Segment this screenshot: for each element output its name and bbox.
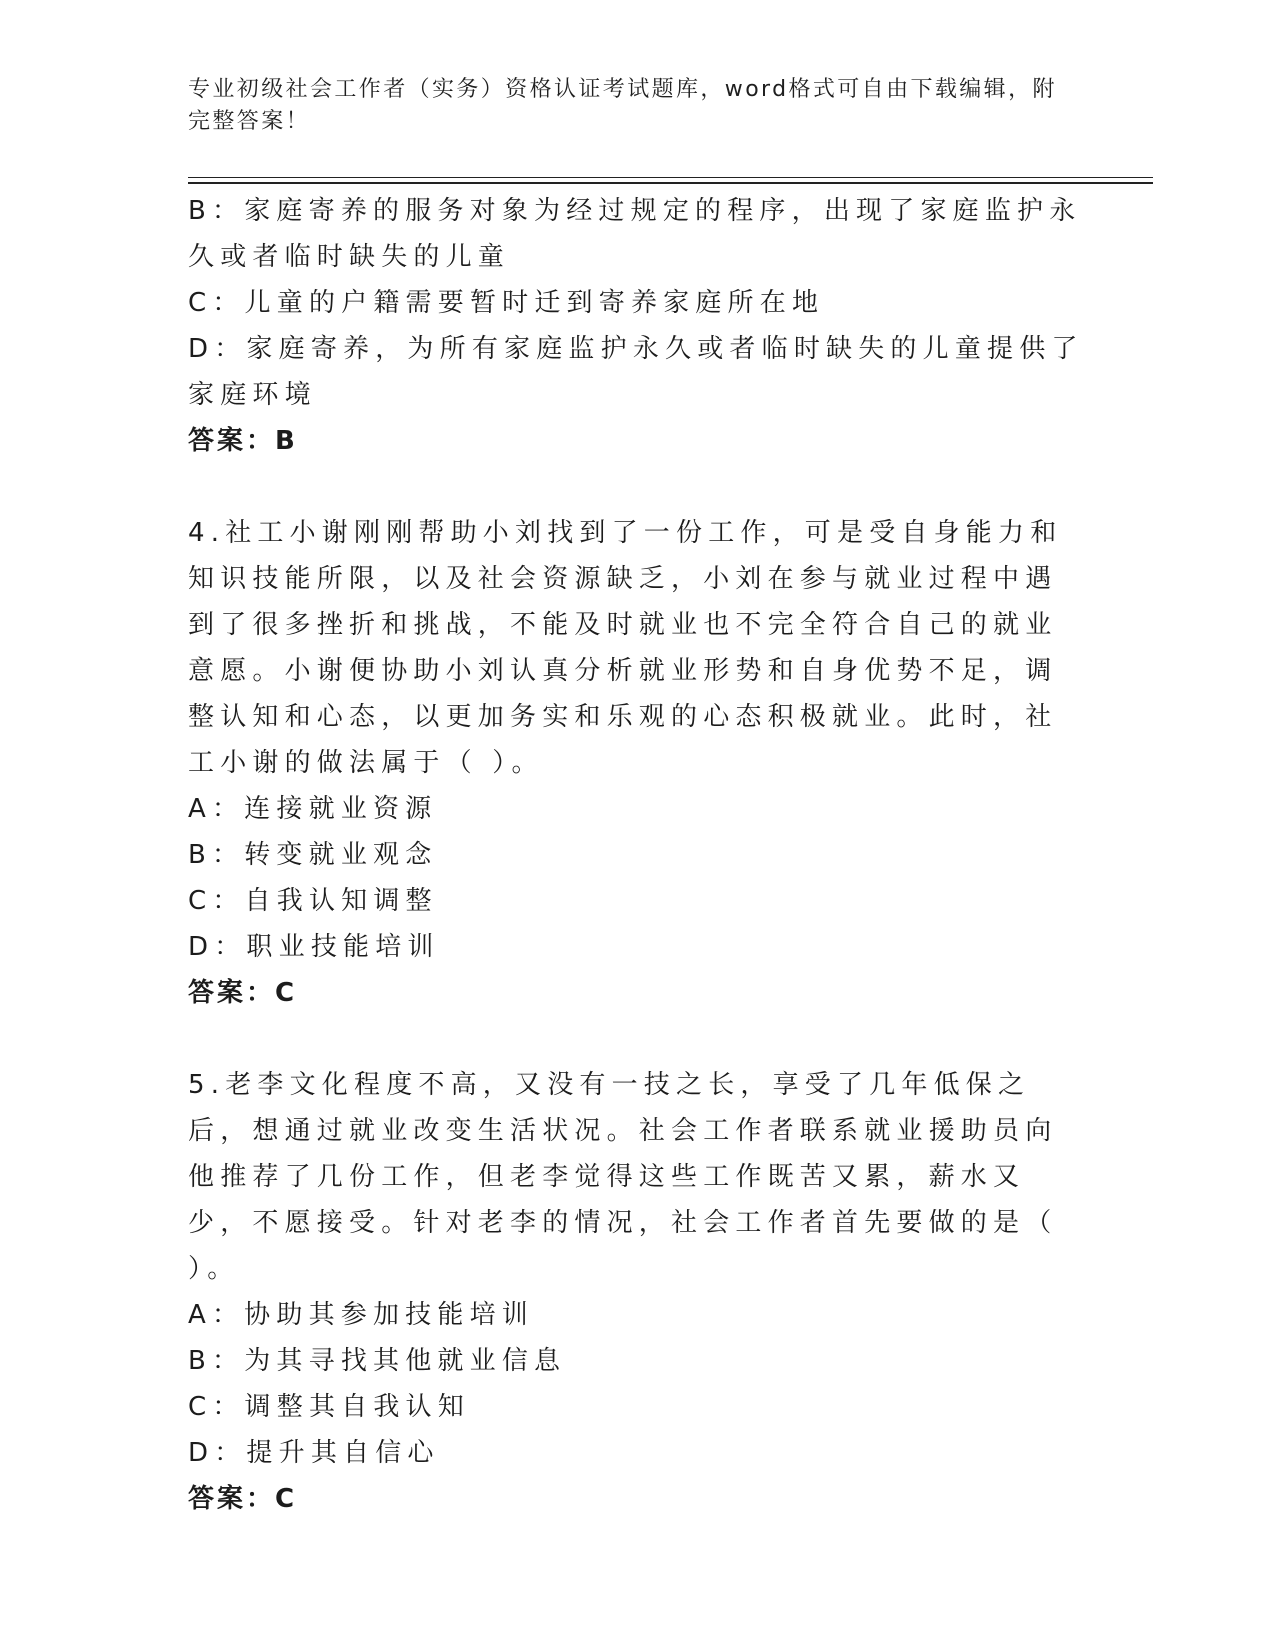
header-divider-thick [188,182,1153,184]
prev-question-block [188,188,1088,464]
question-4-text: 4.社工小谢刚刚帮助小刘找到了一份工作，可是受自身能力和知识技能所限，以及社会资源缺乏，小刘在参与就业过程中遇到了很多挫折和挑战，不能及时就业也不完全符合自己的就业意愿。小谢便协助小刘认真分析就业形势和自身优势不足，调整认知和心态，以更加务实和乐观的心态积极就业。此时，社工小谢的做法属于（ ）。 [188,518,1063,778]
answer-label: 答案：C [188,978,298,1008]
spacer [188,464,1088,510]
option-a: A：连接就业资源 [188,794,438,824]
question-content [188,188,1088,1522]
page-header: 专业初级社会工作者（实务）资格认证考试题库，word格式可自由下载编辑，附完整答案！ [188,77,1057,134]
answer-label: 答案：C [188,1484,298,1514]
option-c: C：自我认知调整 [188,886,438,916]
option-c: C：儿童的户籍需要暂时迁到寄养家庭所在地 [188,288,825,318]
option-a: A：协助其参加技能培训 [188,1300,534,1330]
question-5-text: 5.老李文化程度不高，又没有一技之长，享受了几年低保之后，想通过就业改变生活状况。社会工作者联系就业援助员向他推荐了几份工作，但老李觉得这些工作既苦又累，薪水又少，不愿接受。针对老李的情况，社会工作者首先要做的是（ ）。 [188,1070,1058,1284]
header-divider-thin [188,177,1153,178]
answer-label: 答案：B [188,426,298,456]
question-5-block [188,1062,1088,1522]
spacer [188,1016,1088,1062]
option-d: D：家庭寄养，为所有家庭监护永久或者临时缺失的儿童提供了家庭环境 [188,334,1084,410]
option-b: B：为其寻找其他就业信息 [188,1346,567,1376]
question-4-block [188,510,1088,1016]
option-d: D：提升其自信心 [188,1438,440,1468]
option-b: B：转变就业观念 [188,840,438,870]
option-b: B：家庭寄养的服务对象为经过规定的程序，出现了家庭监护永久或者临时缺失的儿童 [188,196,1082,272]
option-d: D：职业技能培训 [188,932,440,962]
option-c: C：调整其自我认知 [188,1392,470,1422]
